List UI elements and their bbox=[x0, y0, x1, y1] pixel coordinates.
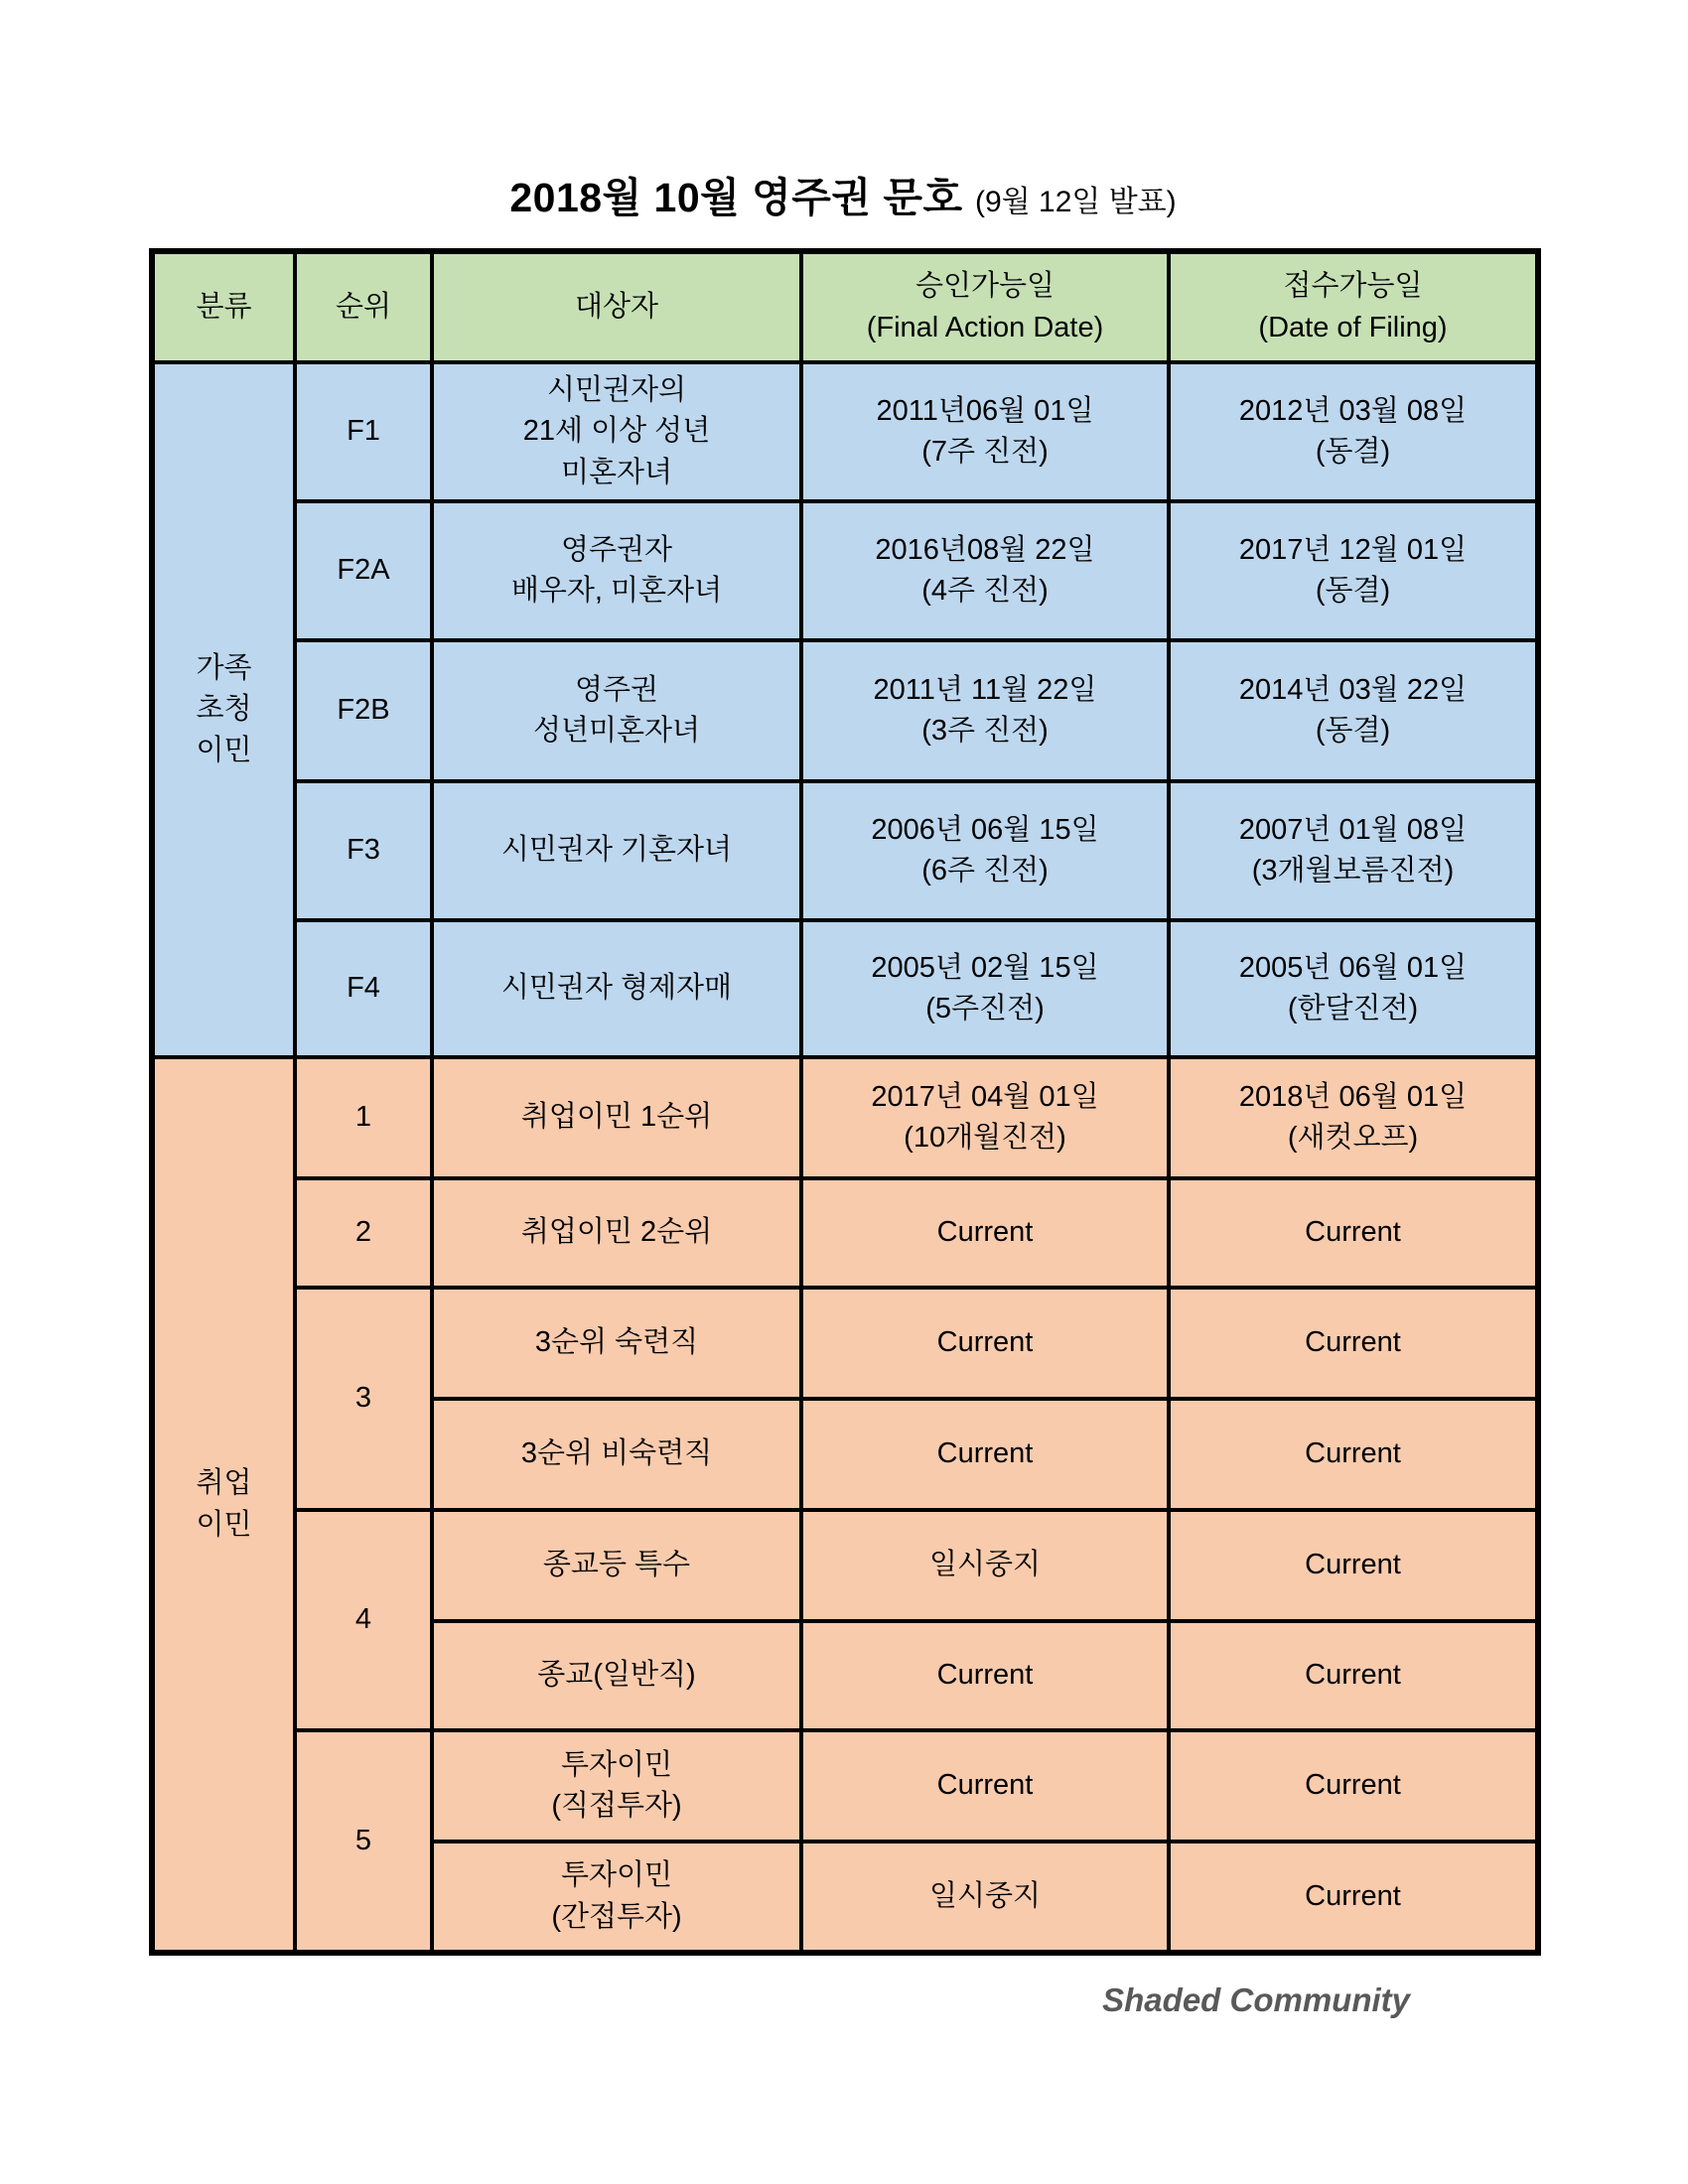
final-date: 2006년 06월 15일 bbox=[871, 813, 1099, 846]
cell-filing-eb5-direct: Current bbox=[1169, 1730, 1538, 1842]
filing-note: (한달진전) bbox=[1287, 993, 1419, 1024]
col-header-final-action-ko: 승인가능일 bbox=[914, 270, 1055, 303]
cell-final-eb3-other: Current bbox=[801, 1399, 1169, 1510]
table-row-f1 bbox=[152, 362, 1538, 501]
cell-final-eb5-indirect: 일시중지 bbox=[801, 1842, 1169, 1953]
cell-rank-eb2: 2 bbox=[295, 1178, 432, 1288]
cell-final-eb5-direct: Current bbox=[801, 1730, 1169, 1842]
visa-bulletin-table bbox=[149, 248, 1541, 1956]
table-row-eb5-direct bbox=[152, 1730, 1538, 1842]
col-header-filing-ko: 접수가능일 bbox=[1283, 270, 1423, 303]
target-line: 영주권 bbox=[574, 673, 659, 706]
cell-target-eb3-skilled: 3순위 숙련직 bbox=[432, 1288, 801, 1399]
cell-target-eb2: 취업이민 2순위 bbox=[432, 1178, 801, 1288]
col-header-rank: 순위 bbox=[295, 251, 432, 362]
cell-rank-f2b: F2B bbox=[295, 640, 432, 781]
filing-date: 2012년 03월 08일 bbox=[1238, 394, 1468, 427]
cell-filing-eb5-indirect: Current bbox=[1169, 1842, 1538, 1953]
target-line: (직접투자) bbox=[551, 1790, 682, 1822]
filing-date: 2017년 12월 01일 bbox=[1238, 533, 1468, 566]
section-label-family-line: 가족 bbox=[196, 652, 252, 685]
table-row-f4 bbox=[152, 920, 1538, 1057]
target-line: 21세 이상 성년 bbox=[522, 415, 711, 448]
table-row-f2a bbox=[152, 501, 1538, 640]
cell-filing-f2b bbox=[1169, 640, 1538, 781]
col-header-final-action bbox=[801, 251, 1169, 362]
target-line: 성년미혼자녀 bbox=[532, 715, 701, 747]
final-note: (3주 진전) bbox=[921, 715, 1049, 747]
cell-rank-f3: F3 bbox=[295, 781, 432, 920]
col-header-filing-en: (Date of Filing) bbox=[1258, 311, 1448, 343]
cell-filing-f3 bbox=[1169, 781, 1538, 920]
section-label-employment-line: 취업 bbox=[196, 1467, 252, 1500]
col-header-category: 분류 bbox=[152, 251, 295, 362]
target-line: (간접투자) bbox=[551, 1900, 682, 1933]
cell-target-eb5-direct bbox=[432, 1730, 801, 1842]
table-row-f2b bbox=[152, 640, 1538, 781]
cell-filing-eb4-religious: Current bbox=[1169, 1621, 1538, 1730]
final-date: 2011년 11월 22일 bbox=[873, 673, 1097, 706]
cell-target-eb3-other: 3순위 비숙련직 bbox=[432, 1399, 801, 1510]
final-date: 2016년08월 22일 bbox=[875, 533, 1095, 566]
filing-date: 2007년 01월 08일 bbox=[1238, 813, 1468, 846]
cell-rank-f2a: F2A bbox=[295, 501, 432, 640]
section-label-family-line: 이민 bbox=[196, 734, 252, 766]
cell-target-f3: 시민권자 기혼자녀 bbox=[432, 781, 801, 920]
filing-note: (동결) bbox=[1315, 436, 1391, 468]
section-label-employment bbox=[152, 1057, 295, 1953]
section-label-family bbox=[152, 362, 295, 1057]
target-line: 시민권자의 bbox=[546, 374, 687, 407]
cell-filing-f2a bbox=[1169, 501, 1538, 640]
target-line: 투자이민 bbox=[560, 1748, 673, 1781]
cell-filing-eb4-special: Current bbox=[1169, 1510, 1538, 1621]
final-note: (4주 진전) bbox=[921, 575, 1049, 607]
cell-final-f4 bbox=[801, 920, 1169, 1057]
cell-target-f2b bbox=[432, 640, 801, 781]
final-note: (10개월진전) bbox=[904, 1122, 1066, 1154]
cell-target-eb4-religious: 종교(일반직) bbox=[432, 1621, 801, 1730]
cell-filing-eb1 bbox=[1169, 1057, 1538, 1178]
cell-target-f4: 시민권자 형제자매 bbox=[432, 920, 801, 1057]
target-line: 영주권자 bbox=[560, 533, 673, 566]
cell-target-eb4-special: 종교등 특수 bbox=[432, 1510, 801, 1621]
cell-final-f2b bbox=[801, 640, 1169, 781]
cell-filing-f1 bbox=[1169, 362, 1538, 501]
col-header-filing bbox=[1169, 251, 1538, 362]
cell-rank-f1: F1 bbox=[295, 362, 432, 501]
final-note: (7주 진전) bbox=[921, 436, 1049, 468]
cell-target-eb1: 취업이민 1순위 bbox=[432, 1057, 801, 1178]
section-label-family-line: 초청 bbox=[196, 693, 252, 726]
cell-target-f2a bbox=[432, 501, 801, 640]
cell-final-eb3-skilled: Current bbox=[801, 1288, 1169, 1399]
table-row-eb3-skilled bbox=[152, 1288, 1538, 1399]
col-header-target: 대상자 bbox=[432, 251, 801, 362]
header-row bbox=[152, 251, 1538, 362]
final-date: 2017년 04월 01일 bbox=[871, 1080, 1099, 1113]
cell-rank-eb4: 4 bbox=[295, 1510, 432, 1730]
final-note: (6주 진전) bbox=[921, 855, 1049, 887]
final-note: (5주진전) bbox=[925, 993, 1045, 1024]
cell-rank-eb1: 1 bbox=[295, 1057, 432, 1178]
cell-rank-eb5: 5 bbox=[295, 1730, 432, 1953]
filing-note: (3개월보름진전) bbox=[1251, 855, 1455, 887]
cell-filing-eb2: Current bbox=[1169, 1178, 1538, 1288]
cell-final-eb4-special: 일시중지 bbox=[801, 1510, 1169, 1621]
page-title bbox=[149, 167, 1537, 238]
cell-final-f3 bbox=[801, 781, 1169, 920]
cell-final-f1 bbox=[801, 362, 1169, 501]
cell-final-eb4-religious: Current bbox=[801, 1621, 1169, 1730]
table-row-eb1 bbox=[152, 1057, 1538, 1178]
cell-target-f1 bbox=[432, 362, 801, 501]
cell-final-eb2: Current bbox=[801, 1178, 1169, 1288]
page-title-sub: (9월 12일 발표) bbox=[975, 186, 1177, 218]
target-line: 투자이민 bbox=[560, 1859, 673, 1892]
cell-filing-eb3-skilled: Current bbox=[1169, 1288, 1538, 1399]
col-header-final-action-en: (Final Action Date) bbox=[866, 311, 1104, 343]
cell-rank-eb3: 3 bbox=[295, 1288, 432, 1510]
final-date: 2011년06월 01일 bbox=[876, 394, 1094, 427]
table-row-f3 bbox=[152, 781, 1538, 920]
filing-note: (새컷오프) bbox=[1287, 1122, 1419, 1154]
footer-credit: Shaded Community bbox=[1102, 1981, 1410, 2018]
filing-date: 2018년 06월 01일 bbox=[1238, 1080, 1468, 1113]
target-line: 미혼자녀 bbox=[560, 456, 673, 488]
filing-date: 2014년 03월 22일 bbox=[1238, 673, 1468, 706]
final-date: 2005년 02월 15일 bbox=[871, 951, 1099, 984]
cell-rank-f4: F4 bbox=[295, 920, 432, 1057]
target-line: 배우자, 미혼자녀 bbox=[510, 575, 723, 607]
section-label-employment-line: 이민 bbox=[196, 1508, 252, 1541]
filing-date: 2005년 06월 01일 bbox=[1238, 951, 1468, 984]
cell-final-f2a bbox=[801, 501, 1169, 640]
filing-note: (동결) bbox=[1315, 575, 1391, 607]
page-title-main: 2018월 10월 영주권 문호 bbox=[509, 175, 963, 220]
cell-final-eb1 bbox=[801, 1057, 1169, 1178]
table-row-eb2 bbox=[152, 1178, 1538, 1288]
table-row-eb4-special bbox=[152, 1510, 1538, 1621]
filing-note: (동결) bbox=[1315, 715, 1391, 747]
cell-filing-f4 bbox=[1169, 920, 1538, 1057]
cell-target-eb5-indirect bbox=[432, 1842, 801, 1953]
cell-filing-eb3-other: Current bbox=[1169, 1399, 1538, 1510]
